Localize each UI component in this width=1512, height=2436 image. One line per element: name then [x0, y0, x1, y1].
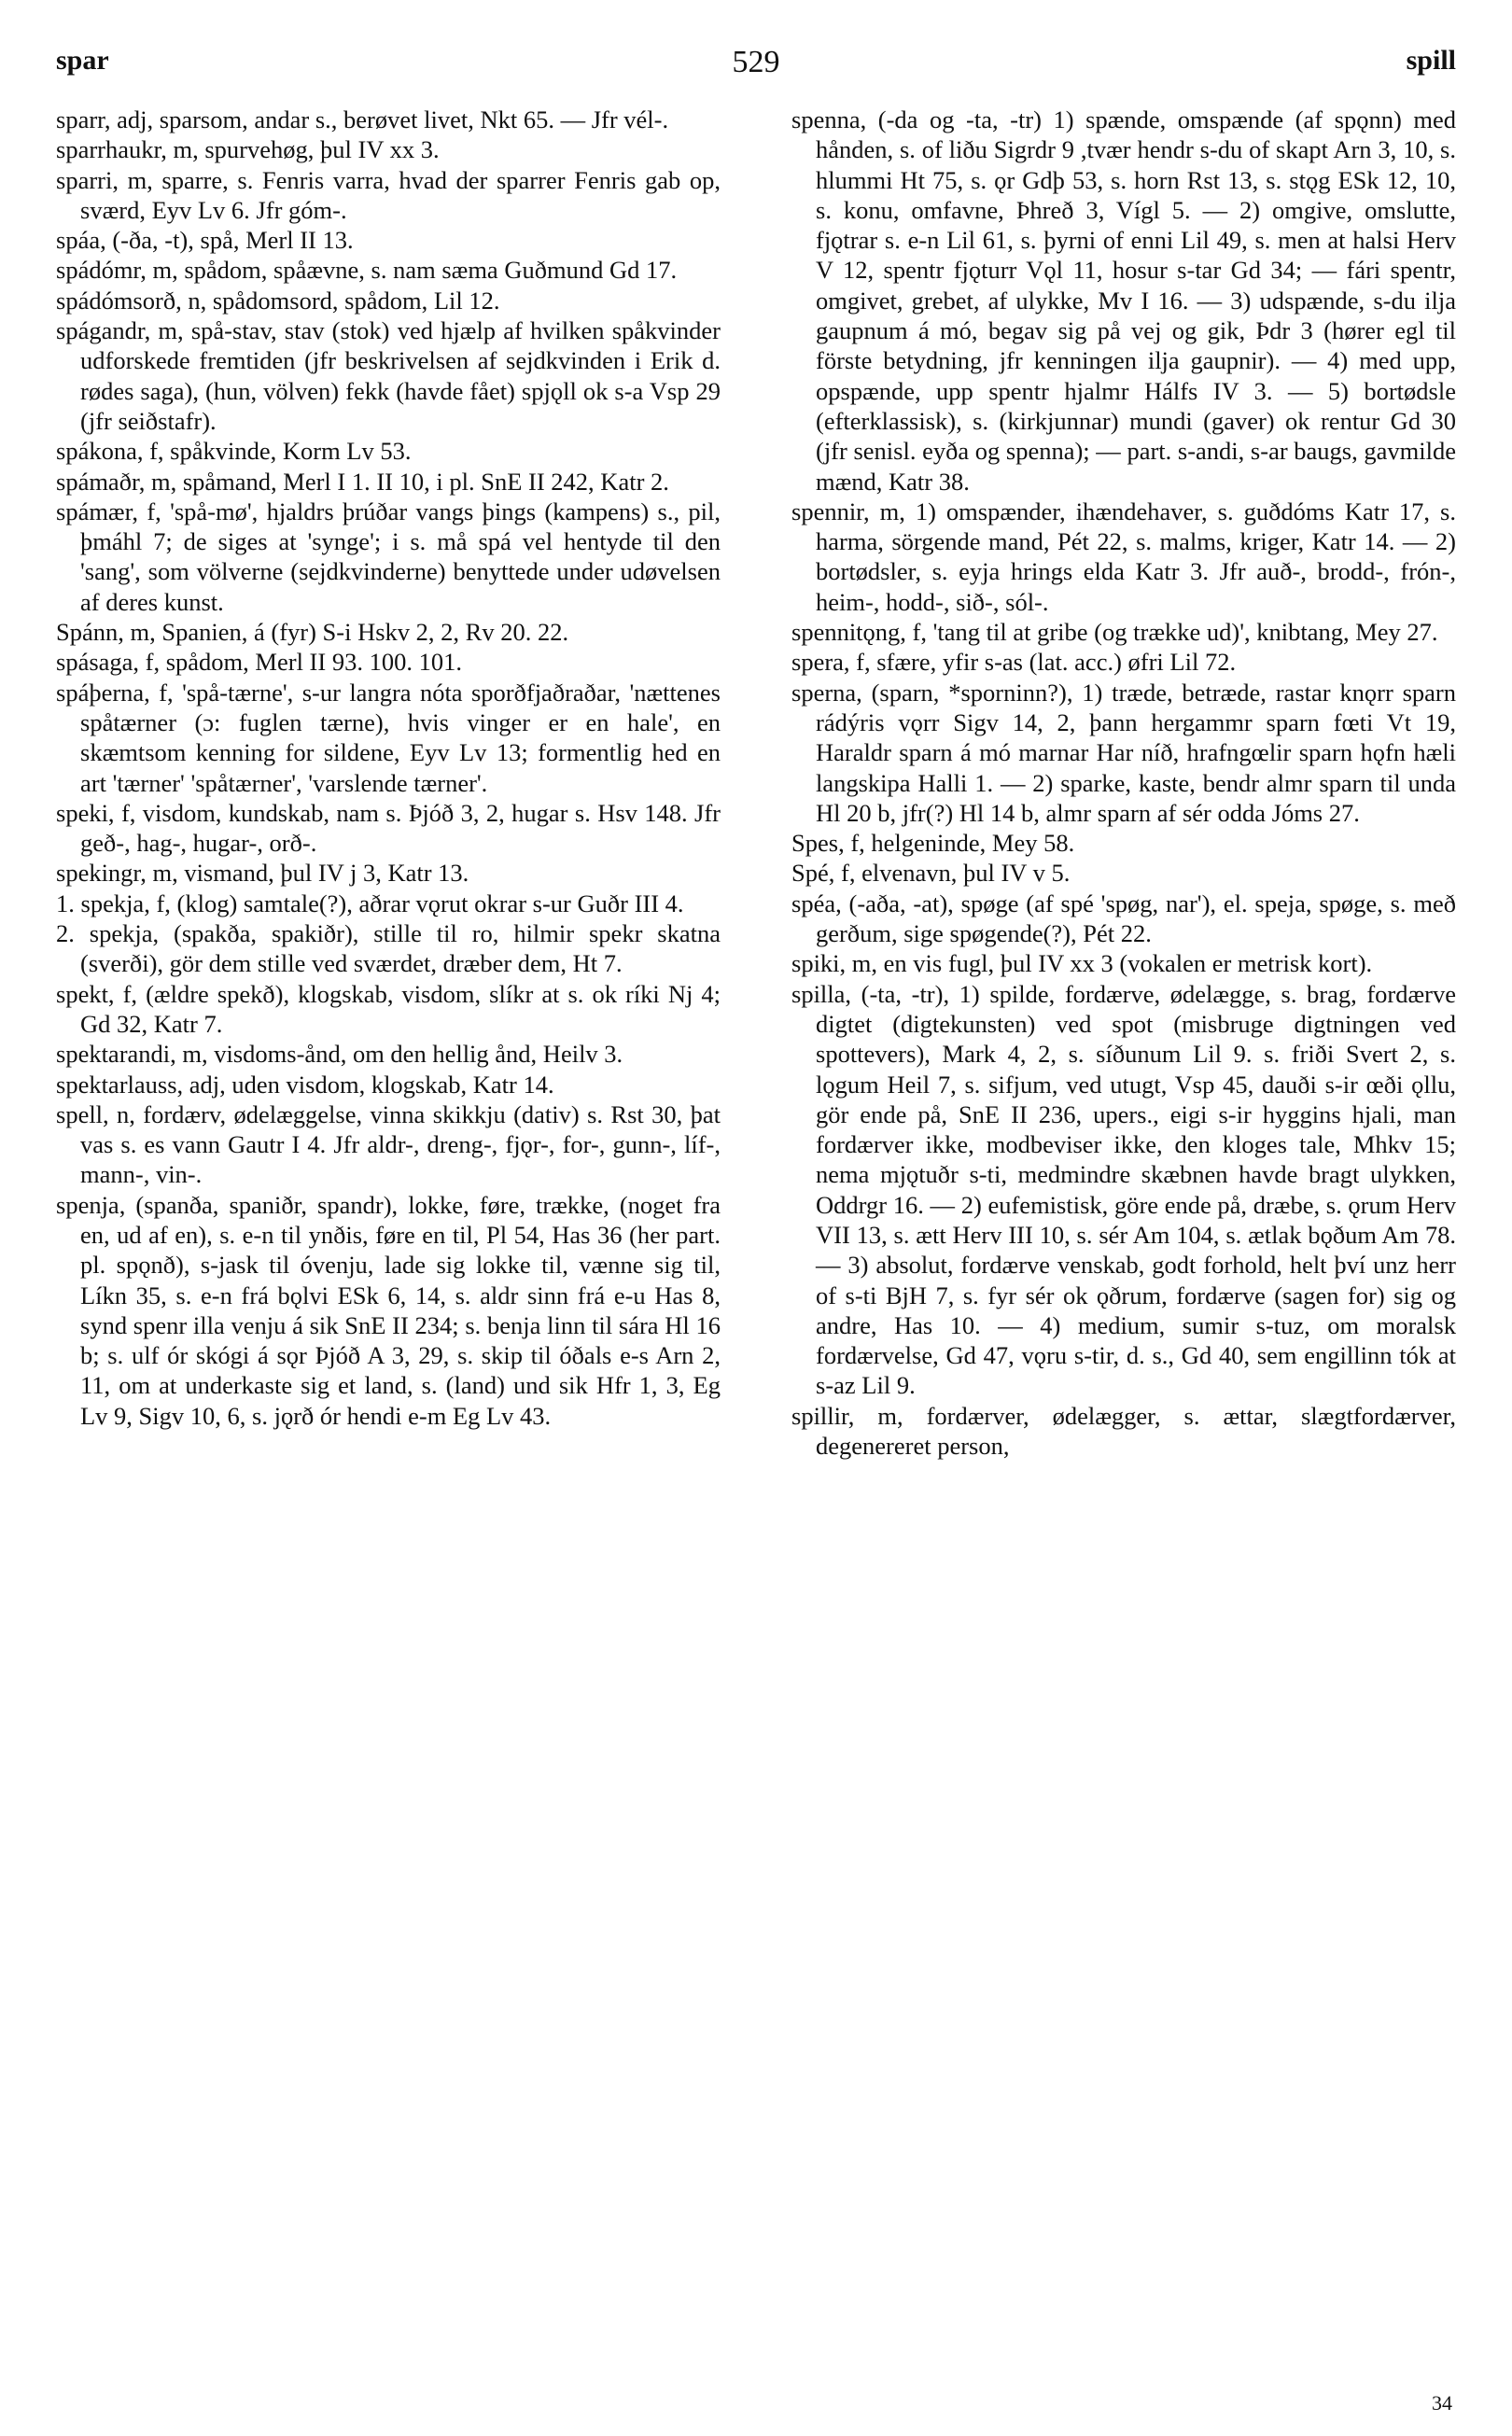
- dictionary-entry: spásaga, f, spådom, Merl II 93. 100. 101.: [56, 648, 462, 677]
- dictionary-entry: spákona, f, spåkvinde, Korm Lv 53.: [56, 437, 412, 466]
- dictionary-entry: 2. spekja, (spakða, spakiðr), stille til ro, hilmir spekr skatna (sverði), gör dem stille ved sværdet, dræber dem, Ht 7.: [56, 919, 721, 978]
- dictionary-entry: spiki, m, en vis fugl, þul IV xx 3 (vokalen er metrisk kort).: [791, 949, 1373, 978]
- dictionary-entry: Spes, f, helgeninde, Mey 58.: [791, 829, 1075, 858]
- dictionary-entry: Spánn, m, Spanien, á (fyr) S-i Hskv 2, 2, Rv 20. 22.: [56, 618, 569, 647]
- dictionary-entry: spenja, (spanða, spaniðr, spandr), lokke, føre, trække, (noget fra en, ud af en), s. e-n til ynðis, føre en til, Pl 54, Has 36 (her part. pl. spǫnð), s-jask til óvenju, lade sig lokke til, vænne sig til, Líkn 35, s. e-n frá bǫlvi ESk 6, 14, s. aldr sinn frá e-u Has 8, synd spenr illa venju á sik SnE II 234; s. benja linn til sára Hl 16 b; s. ulf ór skógi á sǫr Þjóð A 3, 29, s. skip til óðals e-s Arn 2, 11, om at underkaste sig et land, s. (land) und sik Hfr 1, 3, Eg Lv 9, Sigv 10, 6, s. jǫrð ór hendi e-m Eg Lv 43.: [56, 1190, 721, 1430]
- dictionary-entry: spektarandi, m, visdoms-ånd, om den hellig ånd, Heilv 3.: [56, 1040, 623, 1069]
- left-column: [56, 105, 721, 1431]
- header-left-guideword: spar: [56, 45, 109, 76]
- dictionary-entry: spillir, m, fordærver, ødelægger, s. ættar, slægtfordærver, degenereret person,: [791, 1401, 1456, 1461]
- signature-mark: 34: [1432, 2391, 1452, 2415]
- dictionary-entry: spekt, f, (ældre spekð), klogskab, visdom, slíkr at s. ok ríki Nj 4; Gd 32, Katr 7.: [56, 979, 721, 1038]
- dictionary-entry: spágandr, m, spå-stav, stav (stok) ved hjælp af hvilken spåkvinder udforskede fremtiden (jfr beskrivelsen af sejdkvinden i Erik d. rødes saga), (hun, völven) fekk (havde fået) spjǫll ok s-a Vsp 29 (jfr seiðstafr).: [56, 316, 721, 435]
- dictionary-entry: spilla, (-ta, -tr), 1) spilde, fordærve, ødelægge, s. brag, fordærve digtet (digtekunsten) ved spot (misbruge digtningen ved spottevers), Mark 4, 2, s. síðunum Lil 9. s. friði Svert 2, s. lǫgum Heil 7, s. sifjum, ved utugt, Vsp 45, dauði s-ir œði ǫllu, gör ende på, SnE II 236, upers., eigi s-ir hyggins hjali, man fordærver ikke, modbeviser ikke, den kloges tale, Mhkv 15; nema mjǫtuðr s-ti, medmindre skæbnen havde bragt ulykken, Oddrgr 16. — 2) eufemistisk, göre ende på, dræbe, s. ǫrum Herv VII 13, s. ætt Herv III 10, s. sér Am 104, s. ætlak bǫðum Am 78. — 3) absolut, fordærve venskab, godt forhold, helt því unz herr of s-ti BjH 7, s. fyr sér ok ǫðrum, fordærve (sagen for) sig og andre, Has 10. — 4) medium, sumir s-tuz, om moralsk fordærvelse, Gd 47, vǫru s-tir, d. s., Gd 40, sem engillinn tók at s-az Lil 9.: [791, 979, 1456, 1400]
- dictionary-entry: Spé, f, elvenavn, þul IV v 5.: [791, 859, 1071, 888]
- page-header: [56, 45, 1456, 91]
- dictionary-entry: spennir, m, 1) omspænder, ihændehaver, s. guðdóms Katr 17, s. harma, sörgende mand, Pét 22, s. malms, kriger, Katr 14. — 2) bortødsler, s. eyja hrings elda Katr 3. Jfr auð-, brodd-, frón-, heim-, hodd-, sið-, sól-.: [791, 497, 1456, 616]
- dictionary-entry: sparri, m, sparre, s. Fenris varra, hvad der sparrer Fenris gab op, sværd, Eyv Lv 6. Jfr góm-.: [56, 165, 721, 224]
- dictionary-entry: 1. spekja, f, (klog) samtale(?), aðrar vǫrut okrar s-ur Guðr III 4.: [56, 889, 684, 917]
- dictionary-entry: spektarlauss, adj, uden visdom, klogskab, Katr 14.: [56, 1070, 554, 1099]
- dictionary-entry: sparrhaukr, m, spurvehøg, þul IV xx 3.: [56, 135, 440, 164]
- dictionary-entry: sperna, (sparn, *sporninn?), 1) træde, betræde, rastar knǫrr sparn rádýris vǫrr Sigv 14, 2, þann hergammr sparn fœti Vt 19, Haraldr sparn á mó marnar Har níð, hrafngœlir sparn hǫfn hæli langskipa Halli 1. — 2) sparke, kaste, bendr almr sparn til unda Hl 20 b, jfr(?) Hl 14 b, almr sparn af sér odda Jóms 27.: [791, 678, 1456, 827]
- dictionary-entry: spera, f, sfære, yfir s-as (lat. acc.) øfri Lil 72.: [791, 648, 1237, 677]
- header-right-guideword: spill: [1406, 45, 1456, 76]
- dictionary-entry: spenna, (-da og -ta, -tr) 1) spænde, omspænde (af spǫnn) med hånden, s. of liðu Sigrdr 9 ,tvær hendr s-du of skapt Arn 3, 10, s. hlummi Ht 75, s. ǫr Gdþ 53, s. horn Rst 13, s. stǫg ESk 12, 10, s. konu, omfavne, Þhreð 3, Vígl 5. — 2) omgive, omslutte, fjǫtrar s. e-n Lil 61, s. þyrni of enni Lil 49, s. men at halsi Herv V 12, spentr fjǫturr Vǫl 11, hosur s-tar Gd 34; — fári spentr, omgivet, grebet, af ulykke, Mv I 16. — 3) udspænde, s-du ilja gaupnum á mó, begav sig på vej og gik, Þdr 3 (hører egl til förste betydning, jfr kenningen ilja gaupnir). — 4) med upp, opspænde, upp spentr hjalmr Hálfs IV 3. — 5) bortødsle (efterklassisk), s. (kirkjunnar) mundi (gaver) ok rentur Gd 30 (jfr senisl. eyða og spenna); — part. s-andi, s-ar baugs, gavmilde mænd, Katr 38.: [791, 105, 1456, 496]
- dictionary-entry: speki, f, visdom, kundskab, nam s. Þjóð 3, 2, hugar s. Hsv 148. Jfr geð-, hag-, hugar-, orð-.: [56, 798, 721, 858]
- dictionary-entry: spéa, (-aða, -at), spøge (af spé 'spøg, nar'), el. speja, spøge, s. með gerðum, sige spøgende(?), Pét 22.: [791, 889, 1456, 948]
- dictionary-entry: spekingr, m, vismand, þul IV j 3, Katr 13.: [56, 859, 469, 888]
- dictionary-entry: spáþerna, f, 'spå-tærne', s-ur langra nóta sporðfjaðraðar, 'nættenes spåtærner (ɔ: fuglen tærne), hvis vinger er en hale', en skæmtsom kenning for sildene, Eyv Lv 13; formentlig hed en art 'tærner' 'spåtærner', 'varslende tærner'.: [56, 678, 721, 797]
- page-number: 529: [732, 45, 780, 79]
- dictionary-entry: spáa, (-ða, -t), spå, Merl II 13.: [56, 226, 354, 255]
- dictionary-entry: spell, n, fordærv, ødelæggelse, vinna skikkju (dativ) s. Rst 30, þat vas s. es vann Gautr I 4. Jfr aldr-, dreng-, fjǫr-, for-, gunn-, líf-, mann-, vin-.: [56, 1099, 721, 1189]
- dictionary-entry: spádómsorð, n, spådomsord, spådom, Lil 12.: [56, 286, 500, 315]
- dictionary-entry: spámaðr, m, spåmand, Merl I 1. II 10, i pl. SnE II 242, Katr 2.: [56, 467, 669, 496]
- dictionary-entry: spádómr, m, spådom, spåævne, s. nam sæma Guðmund Gd 17.: [56, 256, 678, 285]
- dictionary-entry: sparr, adj, sparsom, andar s., berøvet livet, Nkt 65. — Jfr vél-.: [56, 105, 669, 133]
- dictionary-entry: spennitǫng, f, 'tang til at gribe (og trække ud)', knibtang, Mey 27.: [791, 618, 1438, 647]
- dictionary-entry: spámær, f, 'spå-mø', hjaldrs þrúðar vangs þings (kampens) s., pil, þmáhl 7; de siges at 'synge'; i s. må spá vel hentyde til den 'sang', som völverne (sejdkvinderne) benyttede under udøvelsen af deres kunst.: [56, 497, 721, 616]
- right-column: [791, 105, 1456, 1461]
